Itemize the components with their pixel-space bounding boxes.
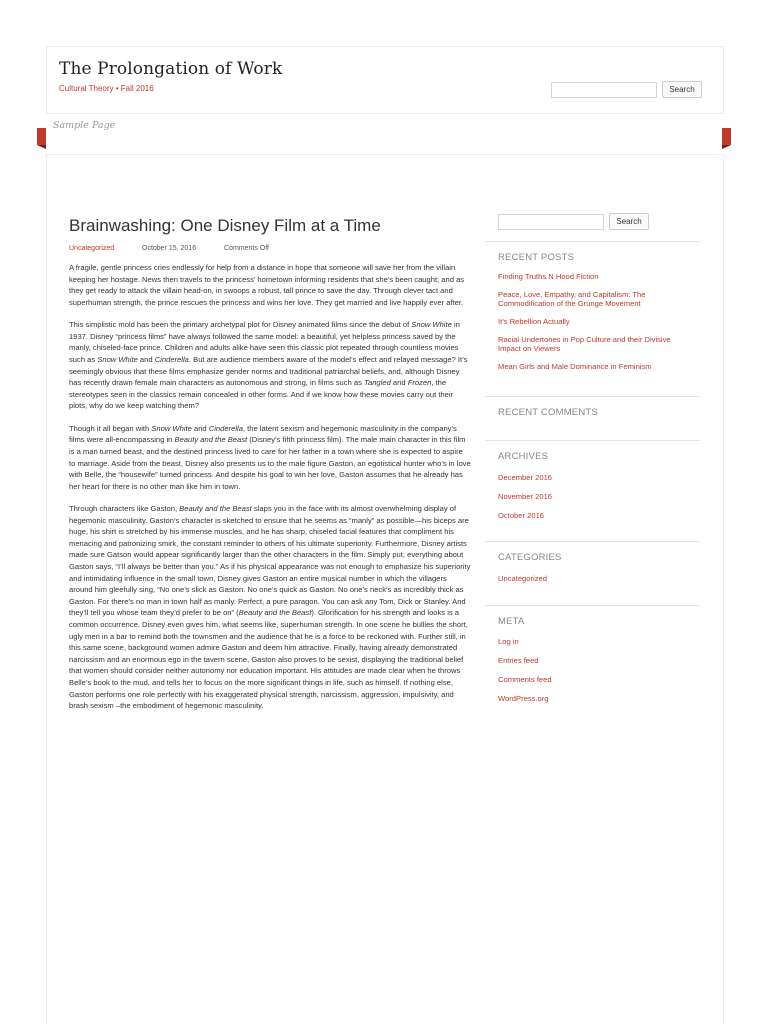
site-description: Cultural Theory • Fall 2016 bbox=[59, 84, 154, 93]
meta-link[interactable]: Log in bbox=[498, 637, 519, 646]
paragraph-text: ). Glorification for his strength and looks is a common occurrence. Disney even gives him, what seems like, superhuman strength. In one scene he bullies the short, ugly men in a bar to remind both the townsmen and the audience that he is a force to be reckoned with. Further still, in this same scene, background women admire Gaston and deem him attractive. Finally, having already demonstrated narcissism and an enormous ego in the tavern scene, Gaston also proves to be sexist, displaying the traditional belief that women should consider neither autonomy nor education important. His attitudes are made clear when he throws Belle’s book to the mud, and tells her to focus on the more significant things in life, such as himself. If nothing else, Gaston performs one role perfectly with his exaggerated physical strength, narcissism, aggression, impulsivity, and brash sexism –the embodiment of hegemonic masculinity. bbox=[69, 608, 468, 711]
paragraph-text: and bbox=[191, 423, 209, 433]
post-category[interactable]: Uncategorized bbox=[69, 245, 115, 252]
film-title-text: Snow White bbox=[151, 423, 192, 433]
archive-link[interactable]: November 2016 bbox=[498, 492, 553, 501]
post-paragraph bbox=[69, 319, 471, 412]
post-date[interactable]: October 15, 2016 bbox=[142, 245, 197, 252]
paragraph-text: in 1937. Disney “princess films” have always followed the same model: a beautiful, yet helpless princess saved by the manly, chiseled-face prince. Children and adults alike have seen this classic plot repeated through countless movies such as bbox=[69, 320, 460, 364]
paragraph-text: slaps you in the face with its almost overwhelming display of hegemonic masculinity. Gaston’s character is sketched to ensure that he seems as “manly” as possible—his biceps are huge, his shirt is stretched by his immense muscles, and he has sharp, chiseled facial features that compliment his menacing and patronizing smirk, the constant reminder to others of his ultimate superiority. Furthermore, Disney artists made sure Gatson would appear significantly larger than the other characters in the film. Simply put, everything about Gaston says, “I’ll always be better than you.” As if his physical appearance was not enough to emphasize his superiority and intimidating influence in the small town, Disney gives Gaston an entire musical number in which the villagers around him gleefully sing, “No one’s slick as Gaston. No one’s quick as Gaston. No one’s neck’s as incredibly thick as Gaston. For there’s no man in town half as manly. Perfect, a pure paragon. You can ask any Tom, Dick or Stanley. And they’ll tell you whose team they’d prefer to be on” ( bbox=[69, 504, 471, 618]
recent-post-link[interactable]: Racial Undertones in Pop Culture and their Divisive Impact on Viewers bbox=[498, 335, 671, 353]
category-link[interactable]: Uncategorized bbox=[498, 574, 547, 583]
paragraph-text: , the stereotypes seen in the classics remain concealed in other forms. And if we know how these movies carry out their plots, why do we keep watching them? bbox=[69, 378, 454, 411]
paragraph-text: and bbox=[137, 354, 155, 364]
ribbon-right-decoration bbox=[722, 128, 731, 145]
paragraph-text: , the latent sexism and hegemonic masculinity in the company’s films were all-encompassing in bbox=[69, 423, 457, 445]
widget-title: RECENT POSTS bbox=[498, 252, 575, 263]
film-title-text: Snow White bbox=[97, 354, 138, 364]
meta-link[interactable]: WordPress.org bbox=[498, 694, 549, 703]
post-title[interactable]: Brainwashing: One Disney Film at a Time bbox=[69, 216, 381, 235]
archive-link[interactable]: October 2016 bbox=[498, 511, 545, 520]
film-title-text: Snow White bbox=[411, 320, 452, 330]
paragraph-text: A fragile, gentle princess cries endlessly for help from a distance in hope that someone will save her from the villain keeping her hostage. News then travels to the princess’ hometown informing residents that she’s been caught; and as they get ready to attack the villain head-on, in swoops a robust, tall prince to save the day. Through clever tact and superhuman strength, the prince rescues the princess and wins her love. They get married and live happily ever after. bbox=[69, 263, 465, 307]
header-search-input[interactable] bbox=[551, 82, 657, 98]
film-title-text: Beauty and the Beast bbox=[179, 504, 252, 514]
ribbon-left-decoration bbox=[37, 128, 46, 145]
nav-item-sample-page[interactable]: Sample Page bbox=[53, 120, 116, 131]
widget-archives bbox=[485, 440, 700, 540]
film-title-text: Beauty and the Beast bbox=[238, 608, 312, 618]
film-title-text: Frozen bbox=[407, 378, 432, 388]
site-title[interactable]: The Prolongation of Work bbox=[59, 59, 283, 79]
post-comments-status: Comments Off bbox=[224, 245, 269, 252]
header-search-button[interactable]: Search bbox=[662, 81, 702, 98]
sidebar-search-button[interactable]: Search bbox=[609, 213, 649, 230]
widget-recent-posts bbox=[485, 241, 700, 383]
meta-link[interactable]: Entries feed bbox=[498, 656, 539, 665]
film-title-text: Cinderella bbox=[154, 354, 189, 364]
paragraph-text: and bbox=[390, 378, 408, 388]
recent-post-link[interactable]: It’s Rebellion Actually bbox=[498, 317, 570, 326]
archive-link[interactable]: December 2016 bbox=[498, 473, 553, 482]
widget-title: ARCHIVES bbox=[498, 451, 549, 462]
widget-title: CATEGORIES bbox=[498, 552, 562, 563]
paragraph-text: Though it all began with bbox=[69, 423, 152, 433]
nav-bar bbox=[46, 113, 724, 155]
widget-recent-comments bbox=[485, 396, 700, 440]
recent-post-link[interactable]: Peace, Love, Empathy, and Capitalism: The Commodification of the Grunge Movement bbox=[498, 290, 646, 308]
widget-title: RECENT COMMENTS bbox=[498, 407, 598, 418]
post-paragraph bbox=[69, 503, 471, 712]
paragraph-text: . But are audience members aware of the model’s effect and relayed message? It’s seemingly obvious that these films emphasize gender norms and traditional patriarchal beliefs, and, although Disney has recently drawn female main characters as autonomous and strong, in films such as bbox=[69, 354, 468, 388]
sidebar-search-input[interactable] bbox=[498, 214, 604, 230]
film-title-text: Tangled bbox=[364, 378, 391, 388]
recent-post-link[interactable]: Mean Girls and Male Dominance in Feminism bbox=[498, 362, 652, 371]
post-paragraph bbox=[69, 262, 471, 308]
paragraph-text: Through characters like Gaston, bbox=[69, 504, 180, 514]
recent-post-link[interactable]: Finding Truths N Hood Fiction bbox=[498, 272, 599, 281]
widget-title: META bbox=[498, 616, 525, 627]
post-paragraph bbox=[69, 423, 471, 493]
film-title-text: Cinderella bbox=[208, 423, 243, 433]
widget-categories bbox=[485, 541, 700, 605]
widget-meta bbox=[485, 605, 700, 717]
film-title-text: Beauty and the Beast bbox=[174, 435, 248, 445]
paragraph-text: (Disney’s fifth princess film). The male main character in this film is a man turned beast, and the destined princess lived to care for her father in a town where she is expected to aspire to marriage. Aside from the beast, Disney also presents us to the male figure Gaston, an egotistical hunter who’s in love with Belle, the “housewife” turned princess. And despite his goal to win her love, Gaston assumes that he already has her heart for there is no other man like him in town. bbox=[69, 435, 471, 491]
meta-link[interactable]: Comments feed bbox=[498, 675, 552, 684]
post-content bbox=[69, 262, 471, 723]
paragraph-text: This simplistic mold has been the primary archetypal plot for Disney animated films since the debut of bbox=[69, 320, 412, 330]
